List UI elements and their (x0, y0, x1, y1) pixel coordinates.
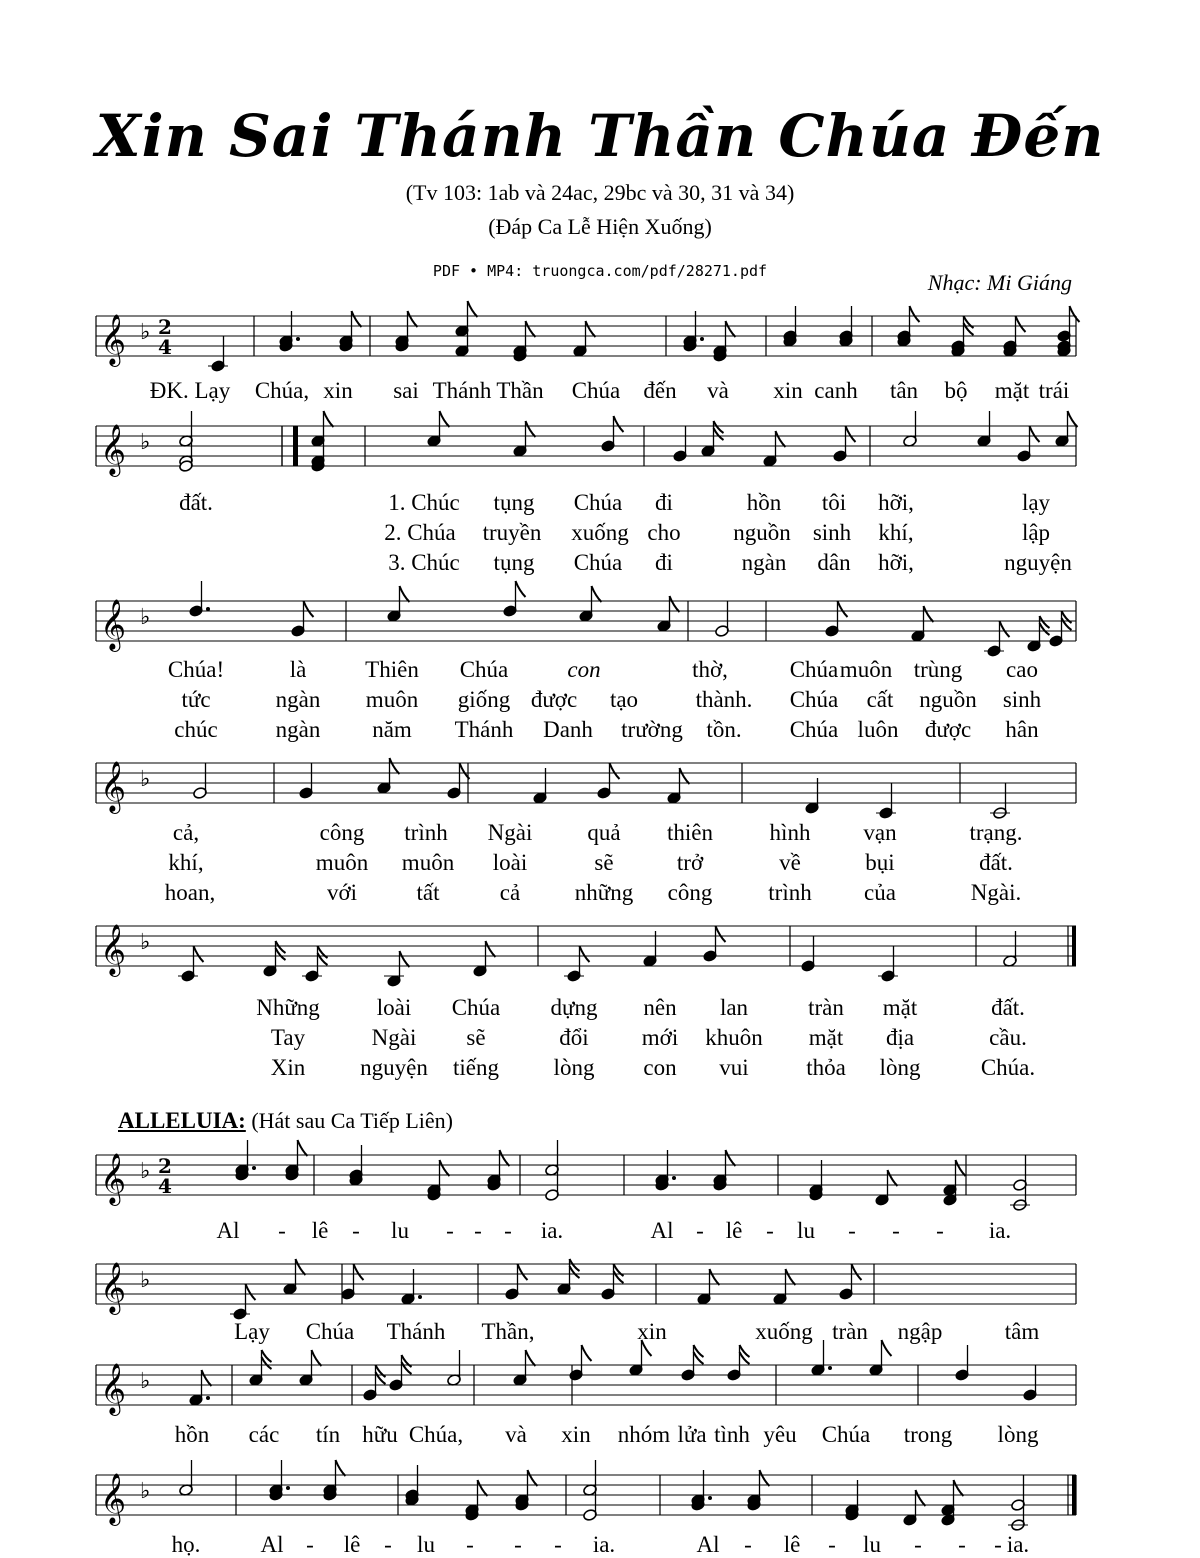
lyric-syllable: thỏa (806, 1055, 846, 1080)
lyric-syllable: - (384, 1532, 392, 1557)
composer-credit: Nhạc: Mi Giáng (927, 270, 1072, 295)
time-signature-numerator: 2 (158, 1154, 172, 1178)
lyric-syllable: với (326, 880, 358, 905)
lyric-syllable: đất. (991, 995, 1025, 1020)
note-flag (486, 941, 496, 957)
lyric-syllable: Xin (270, 1055, 306, 1080)
lyric-syllable: trong (903, 1422, 953, 1447)
lyric-syllable: hình (769, 820, 811, 845)
lyric-syllable: luôn (857, 717, 899, 742)
lyric-syllable: Chúa (789, 657, 839, 682)
lyric-syllable: ia. (1006, 1532, 1030, 1557)
liturgy-occasion: (Đáp Ca Lễ Hiện Xuống) (488, 214, 712, 239)
lyric-syllable: khí, (878, 520, 914, 545)
note-flag (194, 946, 204, 962)
lyric-syllable: vui (719, 1055, 749, 1080)
note-flag (680, 768, 690, 784)
alleluia-note: (Hát sau Ca Tiếp Liên) (251, 1108, 453, 1133)
lyric-syllable: sẽ (466, 1025, 486, 1050)
note-flag (296, 1259, 306, 1275)
lyric-syllable: - (446, 1218, 454, 1243)
lyric-syllable: Chúa (305, 1319, 355, 1344)
lyric-syllable: - (352, 1218, 360, 1243)
lyric-syllable: của (864, 880, 896, 905)
note-flag (516, 581, 526, 597)
note-flag (526, 1350, 536, 1366)
note-flag (760, 1470, 770, 1486)
lyric-syllable: xuống (755, 1319, 813, 1344)
note-flag (716, 926, 726, 942)
augmentation-dot (252, 1166, 256, 1170)
augmentation-dot (418, 1295, 422, 1299)
lyric-syllable: con (643, 1055, 677, 1080)
lyric-syllable: địa (885, 1025, 915, 1050)
note-flag (580, 946, 590, 962)
lyric-syllable: đổi (559, 1025, 589, 1050)
augmentation-dot (828, 1366, 832, 1370)
lyric-syllable: 2. Chúa (384, 520, 456, 545)
treble-clef-icon: 𝄞 (100, 1363, 127, 1414)
lyric-syllable: Chúa (573, 490, 623, 515)
note-flag (312, 1350, 322, 1366)
lyric-syllable: Chúa (459, 657, 509, 682)
flat-key-signature: ♭ (140, 1369, 151, 1394)
lyric-syllable: Al (650, 1218, 674, 1243)
note-flag (526, 421, 536, 437)
lyric-syllable: vạn (863, 820, 897, 845)
lyric-syllable: khí, (168, 850, 204, 875)
final-barline (1072, 926, 1076, 966)
treble-clef-icon: 𝄞 (100, 761, 127, 812)
lyric-syllable: lửa (677, 1422, 707, 1447)
lyric-syllable: tiếng (453, 1055, 499, 1080)
lyric-syllable: Chúa (789, 687, 839, 712)
lyric-syllable: hỡi, (878, 490, 914, 515)
lyric-syllable: Chúa (451, 995, 501, 1020)
lyric-syllable: - (466, 1532, 474, 1557)
note-flag (500, 1150, 510, 1166)
lyric-syllable: tôi (821, 490, 847, 515)
lyric-syllable: loài (492, 850, 528, 875)
lyric-syllable: mới (641, 1025, 679, 1050)
lyric-syllable: lu (391, 1218, 409, 1243)
lyric-syllable: công (667, 880, 713, 905)
note-flag (518, 1264, 528, 1280)
flat-key-signature: ♭ (140, 605, 151, 630)
note-flag (776, 431, 786, 447)
lyric-syllable: hồn (174, 1422, 210, 1447)
lyric-syllable: Thần, (481, 1319, 535, 1344)
note-flag (526, 321, 536, 337)
lyric-syllable: - (958, 1532, 966, 1557)
lyric-syllable: ngập (897, 1319, 943, 1344)
lyric-syllable: hân (1005, 717, 1039, 742)
note-flag (882, 1340, 892, 1356)
lyric-syllable: hồn (746, 490, 782, 515)
lyric-syllable: hữu (362, 1422, 398, 1447)
lyric-syllable: 3. Chúc (388, 550, 460, 575)
lyric-syllable: bộ (944, 378, 968, 403)
lyric-syllable: - (744, 1532, 752, 1557)
augmentation-dot (286, 1486, 290, 1490)
lyric-syllable: lu (797, 1218, 815, 1243)
note-flag (304, 601, 314, 617)
lyric-syllable: lê (725, 1218, 743, 1243)
time-signature-denominator: 4 (158, 335, 172, 359)
lyric-syllable: được (530, 687, 578, 712)
lyric-syllable: tụng (493, 490, 535, 515)
lyric-syllable: xin (323, 378, 353, 403)
lyric-syllable: - (828, 1532, 836, 1557)
note-flag (298, 1140, 308, 1156)
lyric-syllable: ia. (540, 1218, 564, 1243)
note-flag (726, 321, 736, 337)
lyric-syllable: Chúa (821, 1422, 871, 1447)
lyric-syllable: tạo (609, 687, 639, 712)
lyric-syllable: lê (343, 1532, 361, 1557)
note-flag (916, 1490, 926, 1506)
lyric-syllable: Lạy (234, 1319, 270, 1344)
lyric-syllable: lu (417, 1532, 435, 1557)
lyric-syllable: sai (393, 378, 419, 403)
lyric-syllable: Al (696, 1532, 720, 1557)
lyric-syllable: Thánh (432, 378, 492, 403)
time-signature-denominator: 4 (158, 1174, 172, 1198)
lyric-syllable: mặt (808, 1025, 844, 1050)
note-flag (528, 1470, 538, 1486)
flat-key-signature: ♭ (140, 930, 151, 955)
treble-clef-icon: 𝄞 (100, 1473, 127, 1524)
lyric-syllable: Thánh (386, 1319, 446, 1344)
treble-clef-icon: 𝄞 (100, 424, 127, 475)
lyric-syllable: loài (376, 995, 412, 1020)
lyric-syllable: - (504, 1218, 512, 1243)
lyric-syllable: dân (817, 550, 851, 575)
lyric-syllable: các (248, 1422, 280, 1447)
note-flag (1030, 426, 1040, 442)
lyric-syllable: chúc (174, 717, 218, 742)
note-flag (670, 596, 680, 612)
lyric-syllable: sinh (1002, 687, 1042, 712)
lyric-syllable: bụi (865, 850, 895, 875)
lyric-syllable: công (319, 820, 365, 845)
lyric-syllable: thiên (667, 820, 713, 845)
lyric-syllable: lập (1021, 520, 1051, 545)
note-flag (440, 1160, 450, 1176)
note-flag (478, 1480, 488, 1496)
psalm-reference: (Tv 103: 1ab và 24ac, 29bc và 30, 31 và 34) (405, 180, 795, 205)
lyric-syllable: trường (621, 717, 683, 742)
lyric-syllable: sinh (812, 520, 852, 545)
lyric-syllable: Chúa, (254, 378, 310, 403)
augmentation-dot (700, 337, 704, 341)
lyric-syllable: Chúa, (408, 1422, 464, 1447)
lyric-syllable: - (278, 1218, 286, 1243)
flat-key-signature: ♭ (140, 430, 151, 455)
lyric-syllable: muôn (365, 687, 419, 712)
note-flag (954, 1480, 964, 1496)
lyric-syllable: Ngài. (970, 880, 1022, 905)
lyric-syllable: hoan, (164, 880, 216, 905)
alleluia-label: ALLELUIA: (118, 1108, 246, 1133)
lyric-syllable: Ngài (371, 1025, 417, 1050)
lyric-syllable: lòng (879, 1055, 921, 1080)
lyric-syllable: canh (814, 378, 858, 403)
lyric-syllable: cho (647, 520, 681, 545)
flat-key-signature: ♭ (140, 767, 151, 792)
augmentation-dot (296, 337, 300, 341)
augmentation-dot (708, 1496, 712, 1500)
flat-key-signature: ♭ (140, 1479, 151, 1504)
lyric-syllable: - (696, 1218, 704, 1243)
note-flag (586, 321, 596, 337)
note-flag (1000, 621, 1010, 637)
augmentation-dot (206, 607, 210, 611)
note-flag (610, 763, 620, 779)
lyric-syllable: về (779, 850, 801, 875)
lyric-syllable: họ. (171, 1532, 201, 1557)
lyric-syllable: năm (372, 717, 412, 742)
lyric-syllable: là (289, 657, 307, 682)
lyric-syllable: Danh (543, 717, 593, 742)
note-flag (838, 601, 848, 617)
lyric-syllable: tồn. (706, 717, 742, 742)
note-flag (354, 1264, 364, 1280)
lyric-syllable: tất (416, 880, 440, 905)
lyric-syllable: - (306, 1532, 314, 1557)
lyric-syllable: nguồn (733, 520, 791, 545)
lyric-syllable: muôn (839, 657, 893, 682)
lyric-syllable: Chúa! (167, 657, 225, 682)
lyric-syllable: Chúa (571, 378, 621, 403)
lyric-syllable: trùng (913, 657, 963, 682)
lyric-syllable: Al (216, 1218, 240, 1243)
lyric-syllable: tín (315, 1422, 341, 1447)
lyric-syllable: - (514, 1532, 522, 1557)
lyric-syllable: và (707, 378, 729, 403)
lyric-syllable: 1. Chúc (388, 490, 460, 515)
lyric-syllable: tụng (493, 550, 535, 575)
lyric-syllable: nên (643, 995, 677, 1020)
lyric-syllable: mặt (994, 378, 1030, 403)
lyric-syllable: giống (457, 687, 511, 712)
lyric-syllable: lan (719, 995, 749, 1020)
lyric-syllable: Thần (496, 378, 544, 403)
time-signature-numerator: 2 (158, 315, 172, 339)
lyric-syllable: ngàn (275, 687, 321, 712)
augmentation-dot (672, 1176, 676, 1180)
lyric-syllable: - (474, 1218, 482, 1243)
note-flag (710, 1269, 720, 1285)
lyric-syllable: tràn (832, 1319, 868, 1344)
lyric-syllable: muôn (401, 850, 455, 875)
lyric-syllable: và (505, 1422, 527, 1447)
lyric-syllable: đi (655, 550, 673, 575)
lyric-syllable: xin (773, 378, 803, 403)
lyric-syllable: Những (256, 995, 320, 1020)
treble-clef-icon: 𝄞 (100, 314, 127, 365)
lyric-syllable: Ngài (487, 820, 533, 845)
note-flag (1016, 316, 1026, 332)
lyric-syllable: quả (587, 820, 621, 845)
lyric-syllable: dựng (550, 995, 598, 1020)
lyric-syllable: lòng (553, 1055, 595, 1080)
lyric-syllable: hỡi, (878, 550, 914, 575)
lyric-syllable: thờ, (692, 657, 728, 682)
flat-key-signature: ♭ (140, 1159, 151, 1184)
lyric-syllable: cầu. (989, 1025, 1027, 1050)
note-flag (408, 311, 418, 327)
lyric-syllable: lòng (997, 1422, 1039, 1447)
lyric-syllable: muôn (315, 850, 369, 875)
lyric-syllable: ngàn (275, 717, 321, 742)
note-flag (202, 1370, 212, 1386)
lyric-syllable: xin (561, 1422, 591, 1447)
lyric-syllable: - (848, 1218, 856, 1243)
lyric-syllable: con (567, 657, 601, 682)
lyric-syllable: đất. (179, 490, 213, 515)
lyric-syllable: đến (643, 378, 677, 403)
lyric-syllable: ngàn (741, 550, 787, 575)
lyric-syllable: lê (311, 1218, 329, 1243)
flat-key-signature: ♭ (140, 320, 151, 345)
note-flag (468, 301, 478, 317)
note-flag (390, 758, 400, 774)
lyric-syllable: Thiên (365, 657, 419, 682)
lyric-syllable: tràn (808, 995, 844, 1020)
lyric-syllable: cả (499, 880, 521, 905)
lyric-syllable: - (766, 1218, 774, 1243)
note-flag (846, 426, 856, 442)
lyric-syllable: tình (714, 1422, 750, 1447)
lyric-syllable: trình (404, 820, 448, 845)
lyric-syllable: trái (1038, 378, 1070, 403)
lyric-syllable: trình (768, 880, 812, 905)
lyric-syllable: nguyện (1004, 550, 1072, 575)
lyric-syllable: ia. (592, 1532, 616, 1557)
lyric-syllable: nhóm (617, 1422, 671, 1447)
note-flag (440, 411, 450, 427)
lyric-syllable: Chúa (573, 550, 623, 575)
augmentation-dot (206, 1396, 210, 1400)
lyric-syllable: Al (260, 1532, 284, 1557)
flat-key-signature: ♭ (140, 1268, 151, 1293)
treble-clef-icon: 𝄞 (100, 599, 127, 650)
lyric-syllable: - (994, 1532, 1002, 1557)
lyric-syllable: ia. (988, 1218, 1012, 1243)
lyric-syllable: thành. (695, 687, 753, 712)
lyric-syllable: tâm (1004, 1319, 1040, 1344)
note-flag (400, 586, 410, 602)
lyric-syllable: sẽ (594, 850, 614, 875)
lyric-syllable: lu (863, 1532, 881, 1557)
note-flag (910, 306, 920, 322)
note-flag (1068, 411, 1078, 427)
lyric-syllable: trở (676, 850, 704, 875)
note-flag (336, 1460, 346, 1476)
note-flag (246, 1284, 256, 1300)
note-flag (786, 1269, 796, 1285)
lyric-syllable: - (914, 1532, 922, 1557)
note-flag (582, 1345, 592, 1361)
note-flag (956, 1160, 966, 1176)
treble-clef-icon: 𝄞 (100, 924, 127, 975)
lyric-syllable: đi (655, 490, 673, 515)
lyric-syllable: xuống (571, 520, 629, 545)
note-flag (614, 416, 624, 432)
lyric-syllable: Tay (270, 1025, 306, 1050)
lyric-syllable: tức (181, 687, 211, 712)
lyric-syllable: Thánh (454, 717, 514, 742)
lyric-syllable: nguồn (919, 687, 977, 712)
note-flag (592, 586, 602, 602)
lyric-syllable: Chúa (789, 717, 839, 742)
source-link[interactable]: PDF • MP4: truongca.com/pdf/28271.pdf (432, 262, 768, 280)
lyric-syllable: - (892, 1218, 900, 1243)
lyric-syllable: cả, (172, 820, 200, 845)
lyric-syllable: khuôn (705, 1025, 763, 1050)
lyric-syllable: mặt (882, 995, 918, 1020)
final-barline (1072, 1475, 1076, 1515)
lyric-syllable: đất. (979, 850, 1013, 875)
lyric-syllable: cao (1006, 657, 1038, 682)
lyric-syllable: - (554, 1532, 562, 1557)
lyric-syllable: lê (783, 1532, 801, 1557)
lyric-syllable: Chúa. (980, 1055, 1036, 1080)
lyric-syllable: nguyện (360, 1055, 428, 1080)
note-flag (924, 606, 934, 622)
lyric-syllable: truyền (482, 520, 542, 545)
lyric-syllable: tân (889, 378, 919, 403)
double-barline (293, 426, 298, 466)
note-flag (888, 1170, 898, 1186)
note-flag (852, 1264, 862, 1280)
lyric-syllable: trạng. (969, 820, 1023, 845)
note-flag (352, 311, 362, 327)
note-flag (324, 411, 334, 427)
note-flag (1070, 306, 1080, 322)
lyric-syllable: yêu (763, 1422, 797, 1447)
treble-clef-icon: 𝄞 (100, 1262, 127, 1313)
note-flag (726, 1150, 736, 1166)
lyric-syllable: ĐK. Lạy (149, 378, 231, 403)
note-flag (400, 951, 410, 967)
lyric-syllable: lạy (1021, 490, 1051, 515)
lyric-syllable: xin (637, 1319, 667, 1344)
lyric-syllable: những (574, 880, 634, 905)
lyric-syllable: - (936, 1218, 944, 1243)
lyric-syllable: cất (866, 687, 894, 712)
lyric-syllable: được (924, 717, 972, 742)
treble-clef-icon: 𝄞 (100, 1153, 127, 1204)
song-title: Xin Sai Thánh Thần Chúa Đến (95, 102, 1105, 170)
